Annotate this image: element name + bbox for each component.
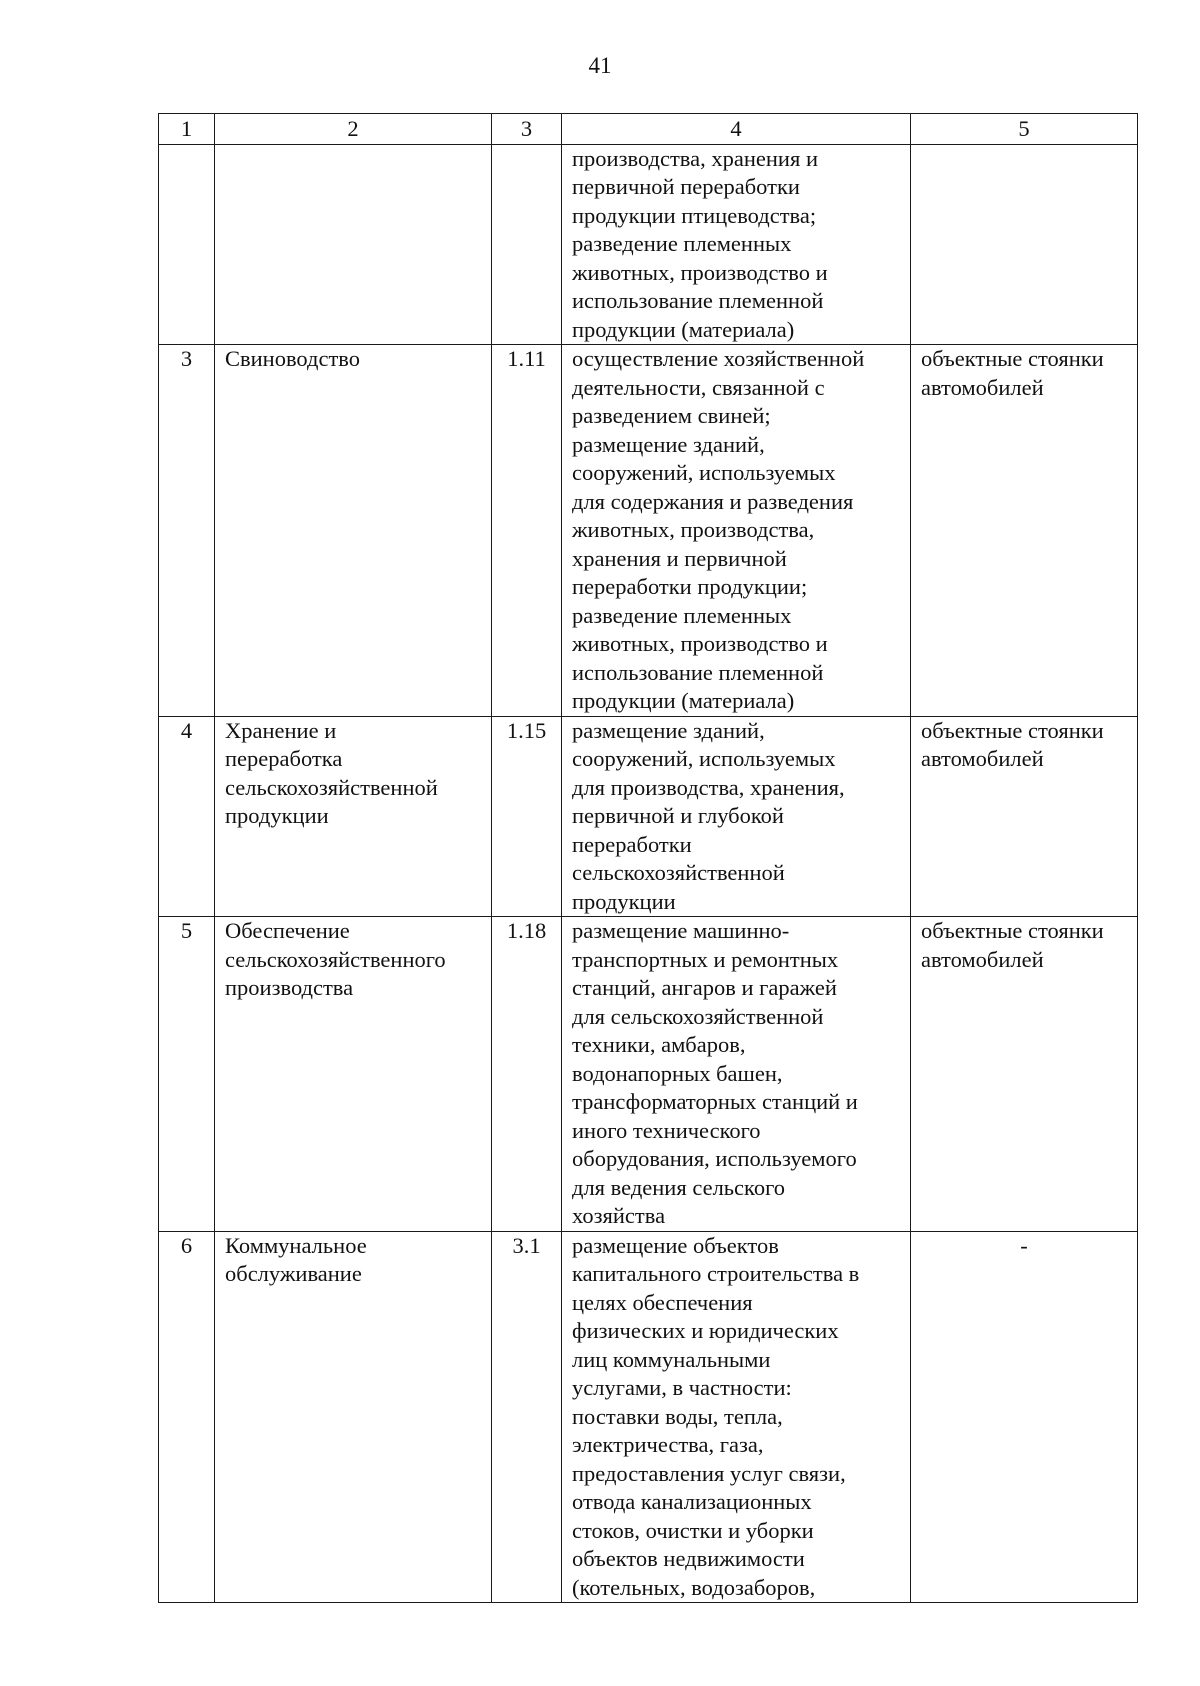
land-use-description-cell: осуществление хозяйственной деятельности, связанной с разведением свиней; размещение зданий, сооружений, используемых для содержания и разведения животных, производства, хранения и первичной переработки продукции; разведение племенных животных, производство и использование племенной продукции (материала)	[562, 345, 911, 717]
parking-cell	[911, 144, 1138, 345]
row-number-cell	[159, 144, 215, 345]
column-header-2: 2	[215, 114, 492, 145]
land-use-name-cell	[215, 144, 492, 345]
land-use-description-cell: размещение машинно- транспортных и ремонтных станций, ангаров и гаражей для сельскохозяйственной техники, амбаров, водонапорных башен, трансформаторных станций и иного технического оборудования, используемого для ведения сельского хозяйства	[562, 917, 911, 1232]
column-header-5: 5	[911, 114, 1138, 145]
row-number-cell: 4	[159, 716, 215, 917]
land-use-code-cell: 3.1	[492, 1231, 562, 1603]
table-row	[159, 716, 1138, 917]
row-number-cell: 5	[159, 917, 215, 1232]
row-number-cell: 6	[159, 1231, 215, 1603]
zoning-table	[158, 113, 1138, 1603]
land-use-description-cell: производства, хранения и первичной переработки продукции птицеводства; разведение племенных животных, производство и использование племенной продукции (материала)	[562, 144, 911, 345]
land-use-code-cell: 1.18	[492, 917, 562, 1232]
parking-cell: объектные стоянки автомобилей	[911, 917, 1138, 1232]
parking-cell: объектные стоянки автомобилей	[911, 716, 1138, 917]
table-header-row	[159, 114, 1138, 145]
row-number-cell: 3	[159, 345, 215, 717]
land-use-code-cell: 1.11	[492, 345, 562, 717]
column-header-4: 4	[562, 114, 911, 145]
table-row	[159, 917, 1138, 1232]
land-use-description-cell: размещение объектов капитального строительства в целях обеспечения физических и юридических лиц коммунальными услугами, в частности: поставки воды, тепла, электричества, газа, предоставления услуг связи, отвода канализационных стоков, очистки и уборки объектов недвижимости (котельных, водозаборов,	[562, 1231, 911, 1603]
land-use-code-cell: 1.15	[492, 716, 562, 917]
column-header-1: 1	[159, 114, 215, 145]
land-use-name-cell: Хранение и переработка сельскохозяйственной продукции	[215, 716, 492, 917]
land-use-name-cell: Свиноводство	[215, 345, 492, 717]
land-use-name-cell: Коммунальное обслуживание	[215, 1231, 492, 1603]
page-number: 41	[588, 53, 612, 78]
column-header-3: 3	[492, 114, 562, 145]
table-row	[159, 1231, 1138, 1603]
land-use-code-cell	[492, 144, 562, 345]
land-use-name-cell: Обеспечение сельскохозяйственного производства	[215, 917, 492, 1232]
parking-cell: -	[911, 1231, 1138, 1603]
table-row	[159, 144, 1138, 345]
parking-cell: объектные стоянки автомобилей	[911, 345, 1138, 717]
table-row	[159, 345, 1138, 717]
land-use-description-cell: размещение зданий, сооружений, используемых для производства, хранения, первичной и глубокой переработки сельскохозяйственной продукции	[562, 716, 911, 917]
